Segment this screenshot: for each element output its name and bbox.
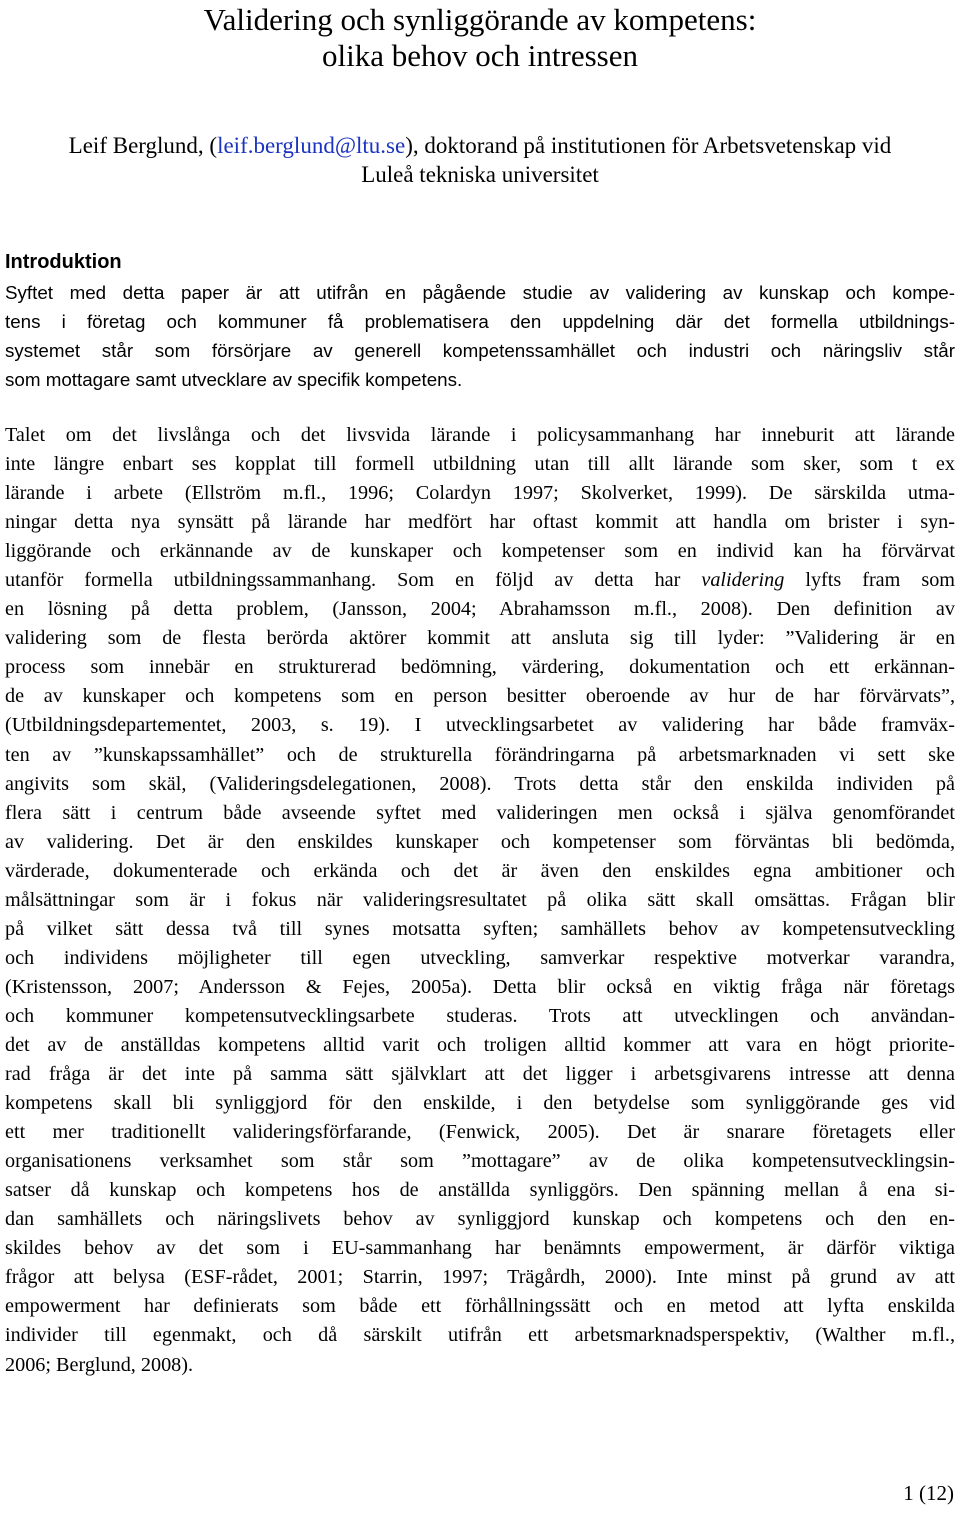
title-line-2: olika behov och intressen [322, 38, 638, 73]
paragraph-line: dan samhällets och näringslivets behov av synliggjord kunskap och kompetens och den en- [5, 1208, 955, 1231]
paragraph-line: kompetens skall bli synliggjord för den enskilde, i den betydelse som synliggörande ges vid [5, 1092, 955, 1115]
paragraph-line: och kommuner kompetensutvecklingsarbete studeras. Trots att utvecklingen och användan- [5, 1004, 955, 1027]
line-segment: lyfts fram som [784, 569, 955, 592]
paragraph-line: som mottagare samt utvecklare av specifik kompetens. [5, 369, 463, 390]
author-line-2: Luleå tekniska universitet [361, 162, 599, 187]
author-line-1 [0, 131, 960, 160]
paragraph-line: frågor att belysa (ESF-rådet, 2001; Starrin, 1997; Trägårdh, 2000). Inte minst på grund av att [5, 1266, 955, 1289]
paragraph-line: det av de anställdas kompetens alltid varit och troligen alltid kommer att vara en högt priorite- [5, 1033, 955, 1056]
paragraph-line: målsättningar som är i fokus när valideringsresultatet på olika sätt skall omsättas. Frågan blir [5, 888, 955, 911]
paragraph-line: skildes behov av det som i EU-sammanhang har benämnts empowerment, är därför viktiga [5, 1237, 955, 1260]
paragraph-line: värderade, dokumenterade och erkända och det är även den enskildes egna ambitioner och [5, 859, 955, 882]
author-block [0, 131, 960, 189]
author-email-link[interactable]: leif.berglund@ltu.se [217, 133, 406, 158]
paragraph-line: (Utbildningsdepartementet, 2003, s. 19). I utvecklingsarbetet av validering har både framväx- [5, 714, 955, 737]
paragraph-line: ett mer traditionellt valideringsförfarande, (Fenwick, 2005). Det är snarare företagets eller [5, 1121, 955, 1144]
body-paragraph [5, 421, 955, 1380]
paragraph-line: rad fråga är det inte på samma sätt självklart att det ligger i arbetsgivarens intresse att denna [5, 1063, 955, 1086]
paragraph-line: 2006; Berglund, 2008). [5, 1353, 194, 1376]
paragraph-line [5, 566, 955, 595]
paragraph-line: av validering. Det är den enskildes kunskaper och kompetenser som förväntas bli bedömda, [5, 830, 955, 853]
paragraph-line: tens i företag och kommuner få problematisera den uppdelning där det formella utbildnings- [5, 311, 955, 332]
paragraph-line: individer till egenmakt, och då särskilt utifrån ett arbetsmarknadsperspektiv, (Walther m.fl., [5, 1324, 955, 1347]
paragraph-line: de av kunskaper och kompetens som en person besitter oberoende av hur de har förvärvats”, [5, 685, 955, 708]
page-number: 1 (12) [903, 1481, 954, 1505]
paragraph-line: en lösning på detta problem, (Jansson, 2004; Abrahamsson m.fl., 2008). Den definition av [5, 598, 955, 621]
paragraph-line: lärande i arbete (Ellström m.fl., 1996; Colardyn 1997; Skolverket, 1999). De särskilda utma- [5, 482, 955, 505]
paragraph-line: organisationens verksamhet som står som ”mottagare” av de olika kompetensutvecklingsin- [5, 1150, 955, 1173]
paragraph-line: satser då kunskap och kompetens hos de anställda synliggörs. Den spänning mellan å ena si- [5, 1179, 955, 1202]
paragraph-line: inte längre enbart ses kopplat till formell utbildning utan till allt lärande som sker, som t ex [5, 453, 955, 476]
paragraph-line: angivits som skäl, (Valideringsdelegationen, 2008). Trots detta står den enskilda individen på [5, 772, 955, 795]
paragraph-line: på vilket sätt dessa två till synes motsatta syften; samhällets behov av kompetensutveckling [5, 917, 955, 940]
paragraph-line: systemet står som försörjare av generell kompetenssamhället och industri och näringsliv står [5, 340, 955, 361]
author-suffix: ), doktorand på institutionen för Arbetsvetenskap vid [405, 133, 892, 158]
paragraph-line: ten av ”kunskapssamhället” och de strukturella förändringarna på arbetsmarknaden vi sett ske [5, 743, 955, 766]
line-segment: utanför formella utbildningssammanhang. Som en följd av detta har [5, 569, 702, 592]
paragraph-line: flera sätt i centrum både avseende syftet med valideringen men också i själva genomförandet [5, 801, 955, 824]
author-prefix: Leif Berglund, ( [68, 133, 218, 158]
emphasis-term: validering [701, 569, 785, 592]
paragraph-line: ningar detta nya synsätt på lärande har medfört har oftast kommit att handla om brister i syn- [5, 511, 955, 534]
paragraph-line: och individens möjligheter till egen utveckling, samverkar respektive motverkar varandra, [5, 946, 955, 969]
paragraph-line: liggörande och erkännande av de kunskaper och kompetenser som en individ kan ha förvärvat [5, 540, 955, 563]
title-line-1: Validering och synliggörande av kompetens: [203, 2, 757, 37]
paragraph-line: Talet om det livslånga och det livsvida lärande i policysammanhang har inneburit att lärande [5, 424, 955, 446]
paper-title [0, 2, 960, 74]
paragraph-line: empowerment har definierats som både ett förhållningssätt och en metod att lyfta enskilda [5, 1295, 955, 1318]
paragraph-line: validering som de flesta berörda aktörer kommit att ansluta sig till lyder: ”Validering är en [5, 627, 955, 650]
section-heading: Introduktion [5, 251, 122, 273]
intro-paragraph [5, 278, 955, 394]
paragraph-line: (Kristensson, 2007; Andersson & Fejes, 2005a). Detta blir också en viktig fråga när företags [5, 975, 955, 998]
paragraph-line: process som innebär en strukturerad bedömning, värdering, dokumentation och ett erkännan- [5, 656, 955, 679]
paragraph-line: Syftet med detta paper är att utifrån en pågående studie av validering av kunskap och kompe- [5, 282, 955, 303]
